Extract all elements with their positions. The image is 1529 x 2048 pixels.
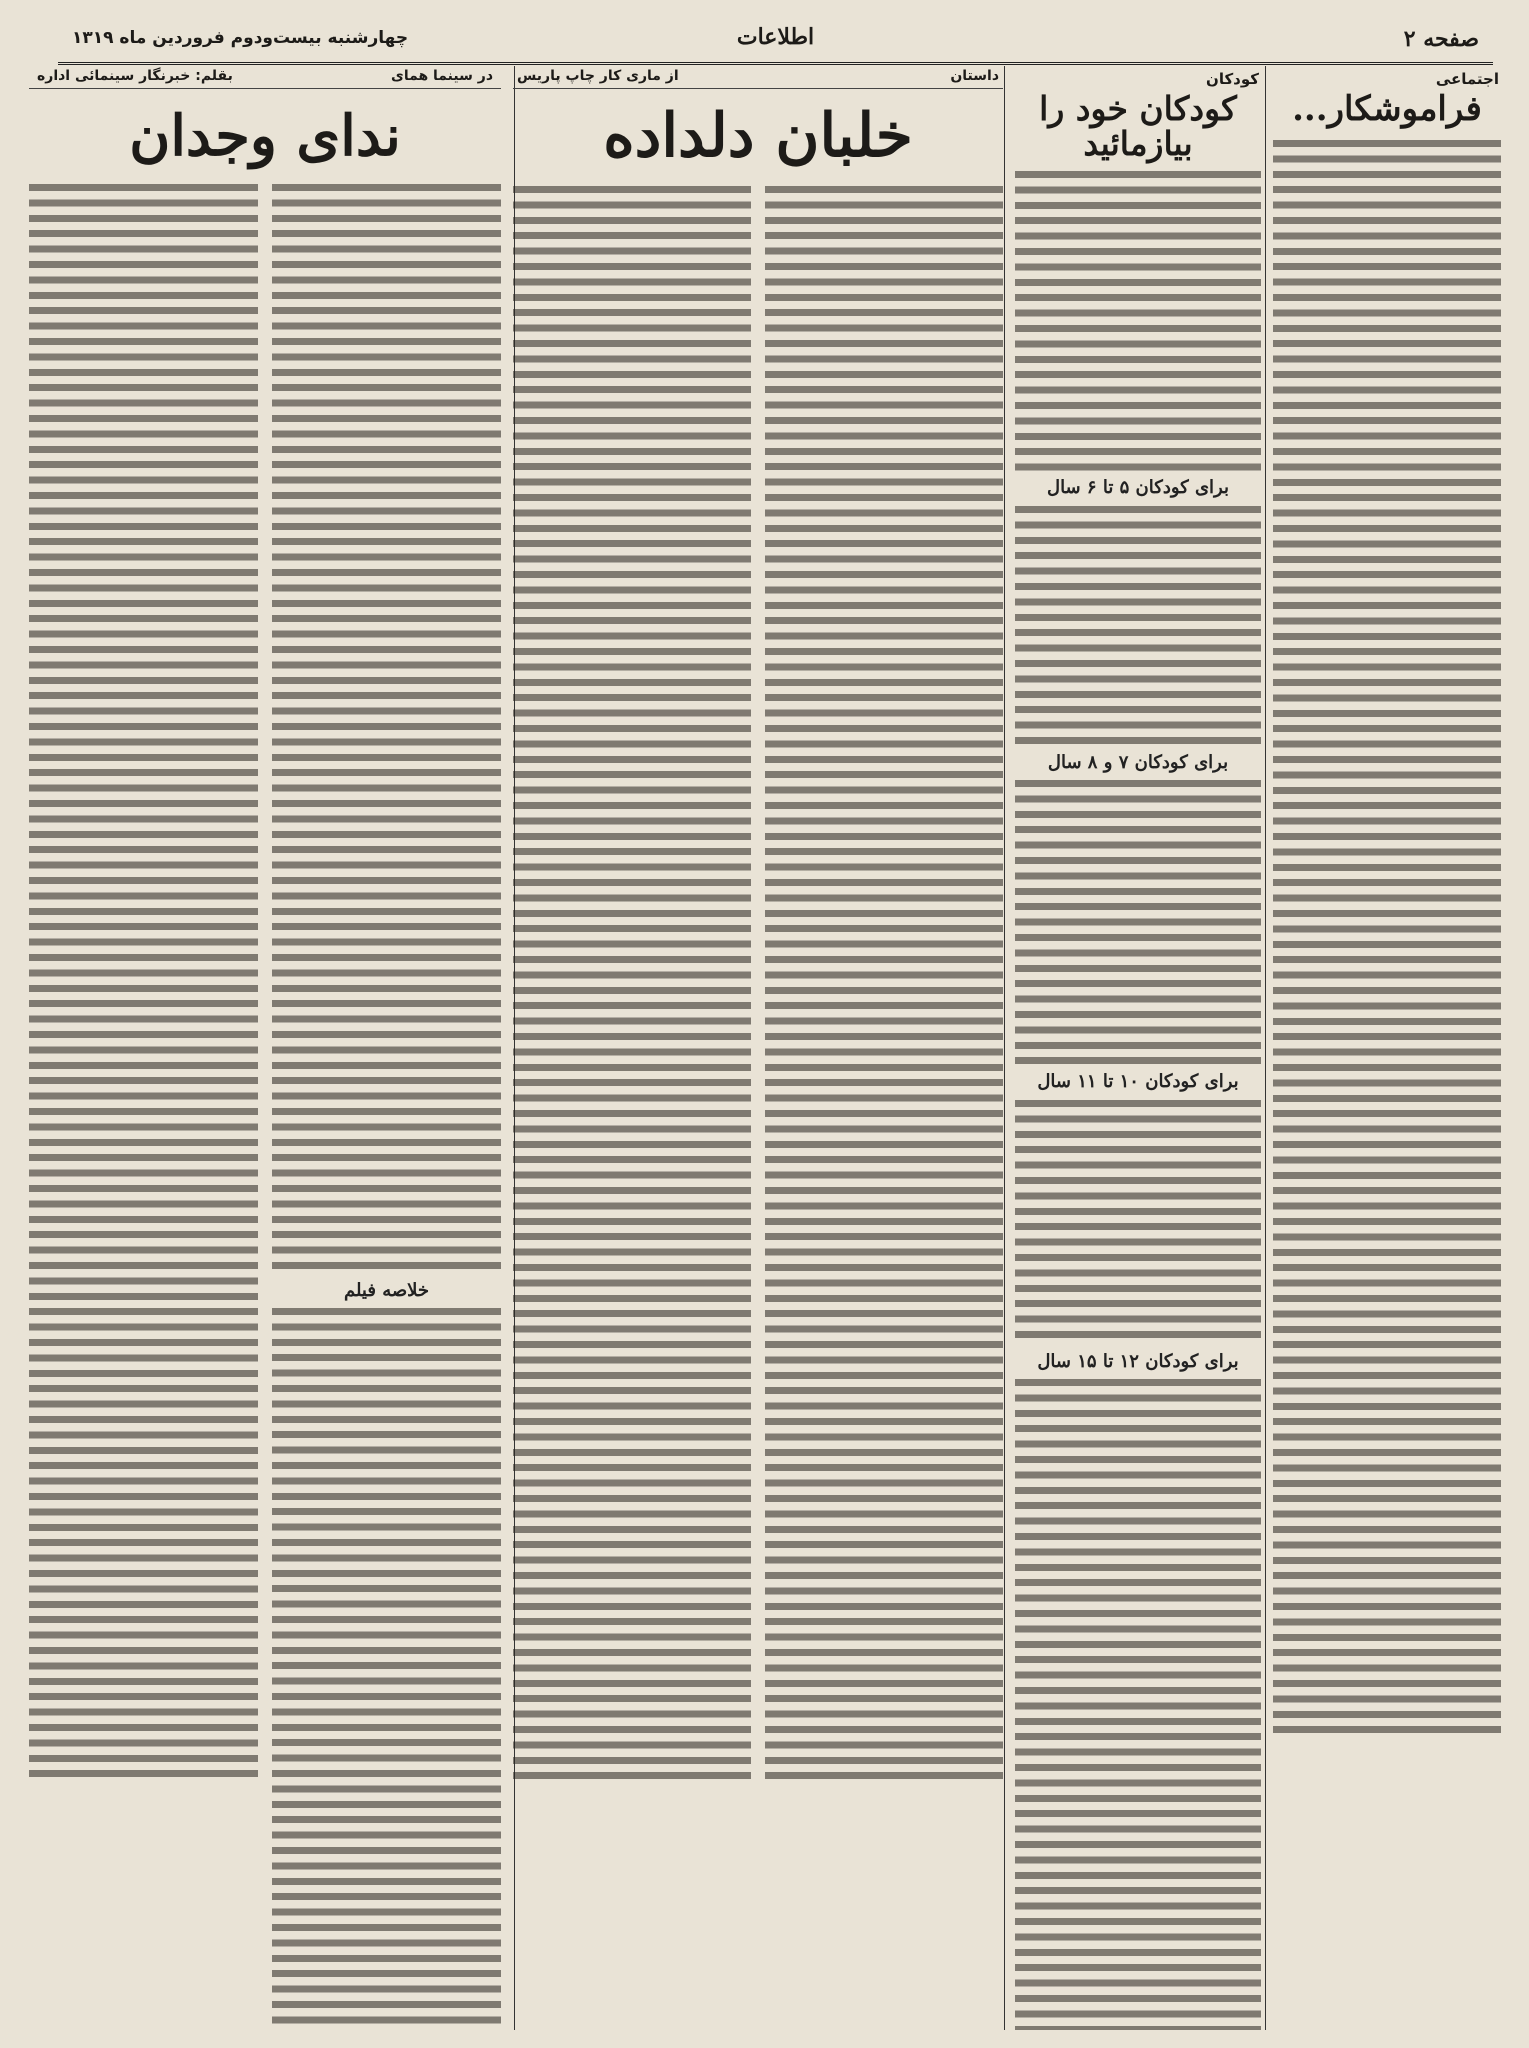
age-group-heading: برای کودکان ۷ و ۸ سال (1047, 751, 1229, 773)
section-label: در سینما همای (390, 68, 493, 84)
body-text-block (1015, 1375, 1261, 2030)
page-number: صفحه ۲ (1403, 26, 1479, 52)
children-column (1015, 66, 1261, 2030)
article-title: فراموشکار... (1292, 89, 1482, 129)
film-title: ندای وجدان (129, 103, 401, 169)
story-header-row (513, 66, 1003, 89)
age-group-heading: برای کودکان ۵ تا ۶ سال (1046, 477, 1230, 499)
cinema-text-column (29, 180, 258, 2024)
cinema-byline: بقلم: خبرنگار سینمائی اداره (37, 68, 233, 84)
body-text-block (29, 180, 258, 1780)
story-text-column (765, 182, 1003, 1782)
column-rule (1265, 66, 1266, 2030)
issue-date: چهارشنبه بیست‌ودوم فروردین ماه ۱۳۱۹ (72, 28, 409, 48)
section-label: داستان (950, 68, 999, 84)
story-body (513, 182, 1003, 1782)
newspaper-name: اطلاعات (736, 24, 815, 50)
body-text-block (1015, 776, 1261, 1066)
column-rule (1004, 66, 1005, 2030)
cinema-header-row (29, 66, 501, 89)
age-group-heading: برای کودکان ۱۰ تا ۱۱ سال (1037, 1071, 1239, 1093)
cinema-column (29, 66, 501, 2030)
body-text-block (1015, 1096, 1261, 1346)
body-text-block (1015, 502, 1261, 747)
cinema-body (29, 180, 501, 2024)
page-header (58, 18, 1493, 65)
cinema-text-column (272, 180, 501, 2024)
body-text-block (1273, 136, 1501, 1736)
article-body (1015, 167, 1261, 2030)
section-label: کودکان (1206, 70, 1259, 88)
social-column (1273, 66, 1501, 2030)
age-group-heading: برای کودکان ۱۲ تا ۱۵ سال (1037, 1350, 1239, 1372)
body-text-block (513, 182, 751, 1782)
story-title: خلبان دلداده (603, 101, 913, 171)
story-byline: از ماری کار چاپ پاریس (517, 68, 679, 84)
body-text-block (272, 1304, 501, 2024)
story-text-column (513, 182, 751, 1782)
story-column (513, 66, 1003, 2030)
body-text-block (272, 180, 501, 1275)
article-body (1273, 136, 1501, 1736)
article-title: کودکان خود را بیازمائید (1039, 89, 1237, 163)
section-label: اجتماعی (1435, 70, 1499, 88)
body-text-block (765, 182, 1003, 1782)
body-text-block (1015, 167, 1261, 472)
film-summary-heading: خلاصه فیلم (343, 1279, 430, 1301)
